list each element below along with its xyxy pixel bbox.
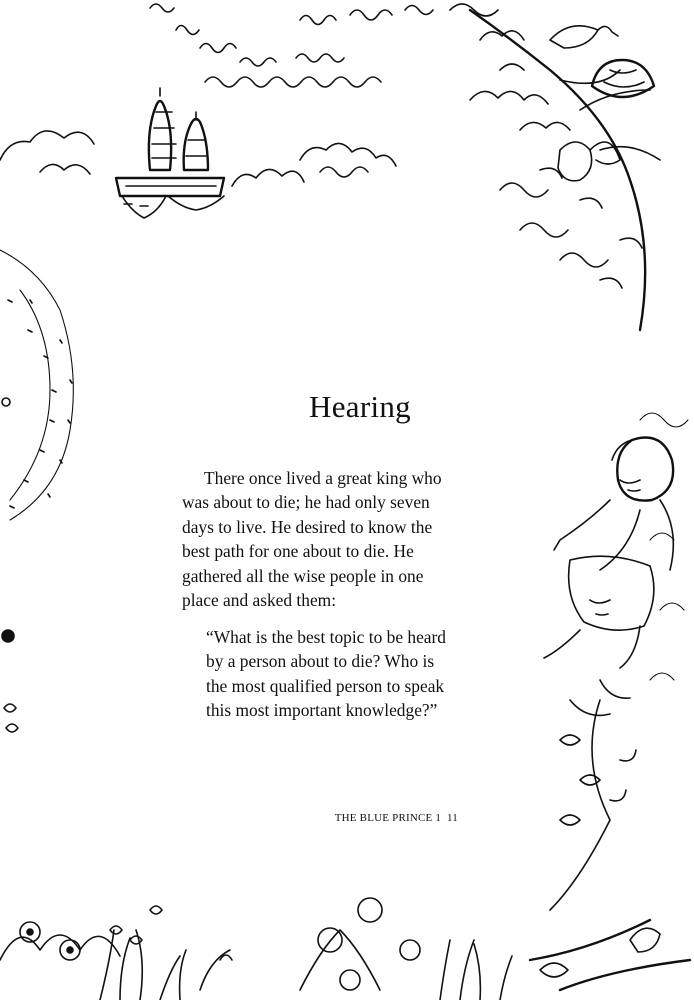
page-title: Hearing: [309, 389, 411, 424]
tree-illustration: [450, 4, 660, 330]
bottom-flowers-illustration: [0, 898, 690, 1000]
top-foliage-illustration: [0, 4, 433, 186]
vine-illustration: [550, 700, 636, 910]
running-title: THE BLUE PRINCE 1: [334, 812, 442, 824]
page-number: 11: [447, 812, 458, 824]
king-question-quote: “What is the best topic to be heard by a person about to die? Who is the most qualified person to speak this most important knowledge?”: [206, 627, 447, 721]
story-paragraph: There once lived a great king who was about to die; he had only seven days to live. He desired to know the best path for one about to die. He gathered all the wise people in one place and asked them:: [182, 468, 442, 611]
children-illustration: [544, 413, 688, 715]
path-illustration: [0, 250, 73, 732]
page-footer: [300, 812, 458, 824]
temple-illustration: [116, 88, 224, 218]
